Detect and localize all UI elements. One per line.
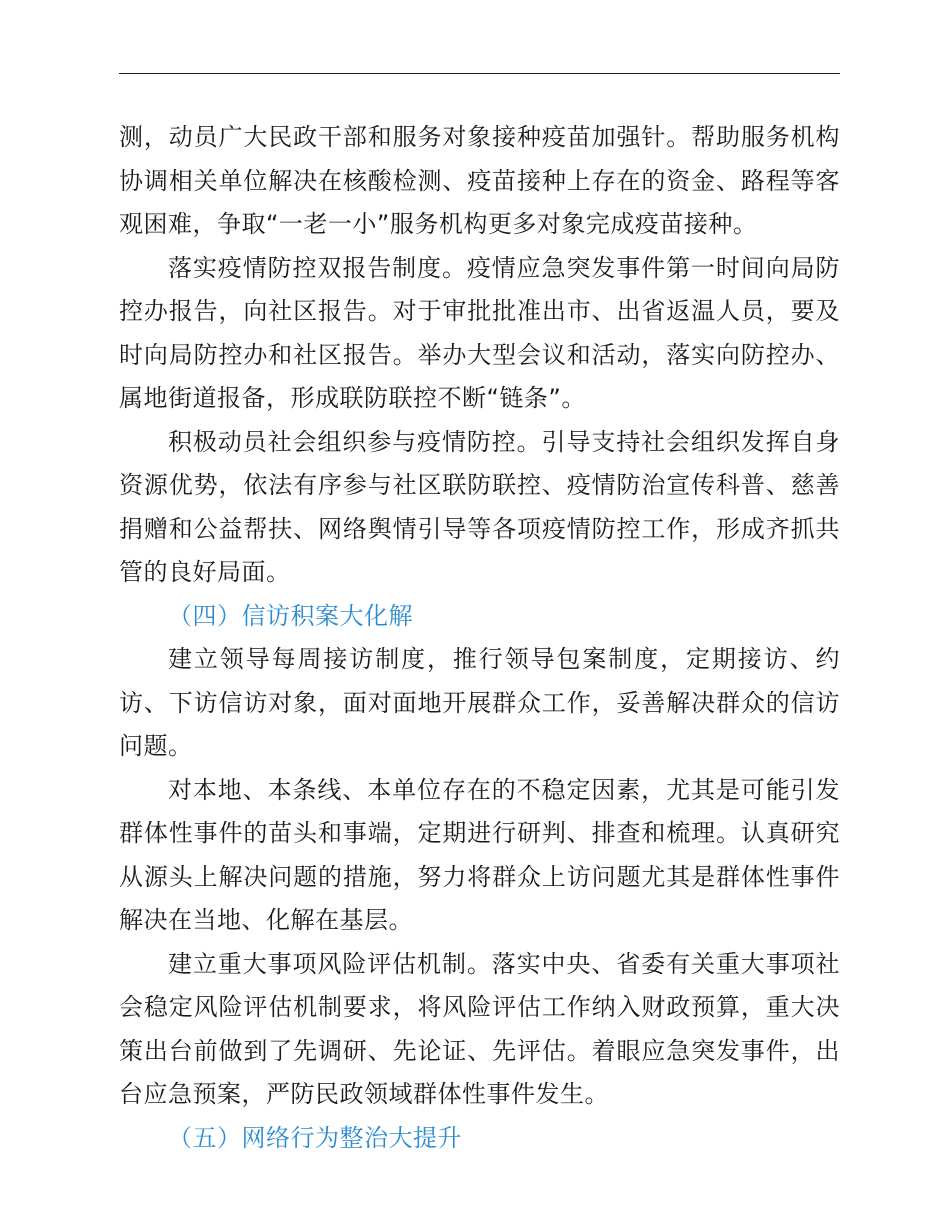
paragraph-vaccination-continuation: 测，动员广大民政干部和服务对象接种疫苗加强针。帮助服务机构协调相关单位解决在核酸检测、疫苗接种上存在的资金、路程等客观困难，争取“一老一小”服务机构更多对象完成疫苗接种。	[119, 123, 840, 238]
document-body	[119, 116, 840, 1160]
paragraph-risk-assessment: 建立重大事项风险评估机制。落实中央、省委有关重大事项社会稳定风险评估机制要求，将风险评估工作纳入财政预算，重大决策出台前做到了先调研、先论证、先评估。着眼应急突发事件，出台应急预案，严防民政领域群体性事件发生。	[119, 949, 840, 1108]
section-heading-petitions: （四）信访积案大化解	[168, 601, 413, 630]
paragraph-social-organizations: 积极动员社会组织参与疫情防控。引导支持社会组织发挥自身资源优势，依法有序参与社区联防联控、疫情防治宣传科普、慈善捐赠和公益帮扶、网络舆情引导等各项疫情防控工作，形成齐抓共管的良好局面。	[119, 427, 840, 586]
header-rule	[119, 73, 840, 74]
paragraph-dual-reporting: 落实疫情防控双报告制度。疫情应急突发事件第一时间向局防控办报告，向社区报告。对于审批批准出市、出省返温人员，要及时向局防控办和社区报告。举办大型会议和活动，落实向防控办、属地街道报备，形成联防联控不断“链条”。	[119, 253, 840, 412]
paragraph-leader-reception: 建立领导每周接访制度，推行领导包案制度，定期接访、约访、下访信访对象，面对面地开展群众工作，妥善解决群众的信访问题。	[119, 645, 840, 760]
section-heading-online-behavior: （五）网络行为整治大提升	[168, 1123, 462, 1152]
paragraph-instability-factors: 对本地、本条线、本单位存在的不稳定因素，尤其是可能引发群体性事件的苗头和事端，定期进行研判、排查和梳理。认真研究从源头上解决问题的措施，努力将群众上访问题尤其是群体性事件解决在当地、化解在基层。	[119, 775, 840, 934]
